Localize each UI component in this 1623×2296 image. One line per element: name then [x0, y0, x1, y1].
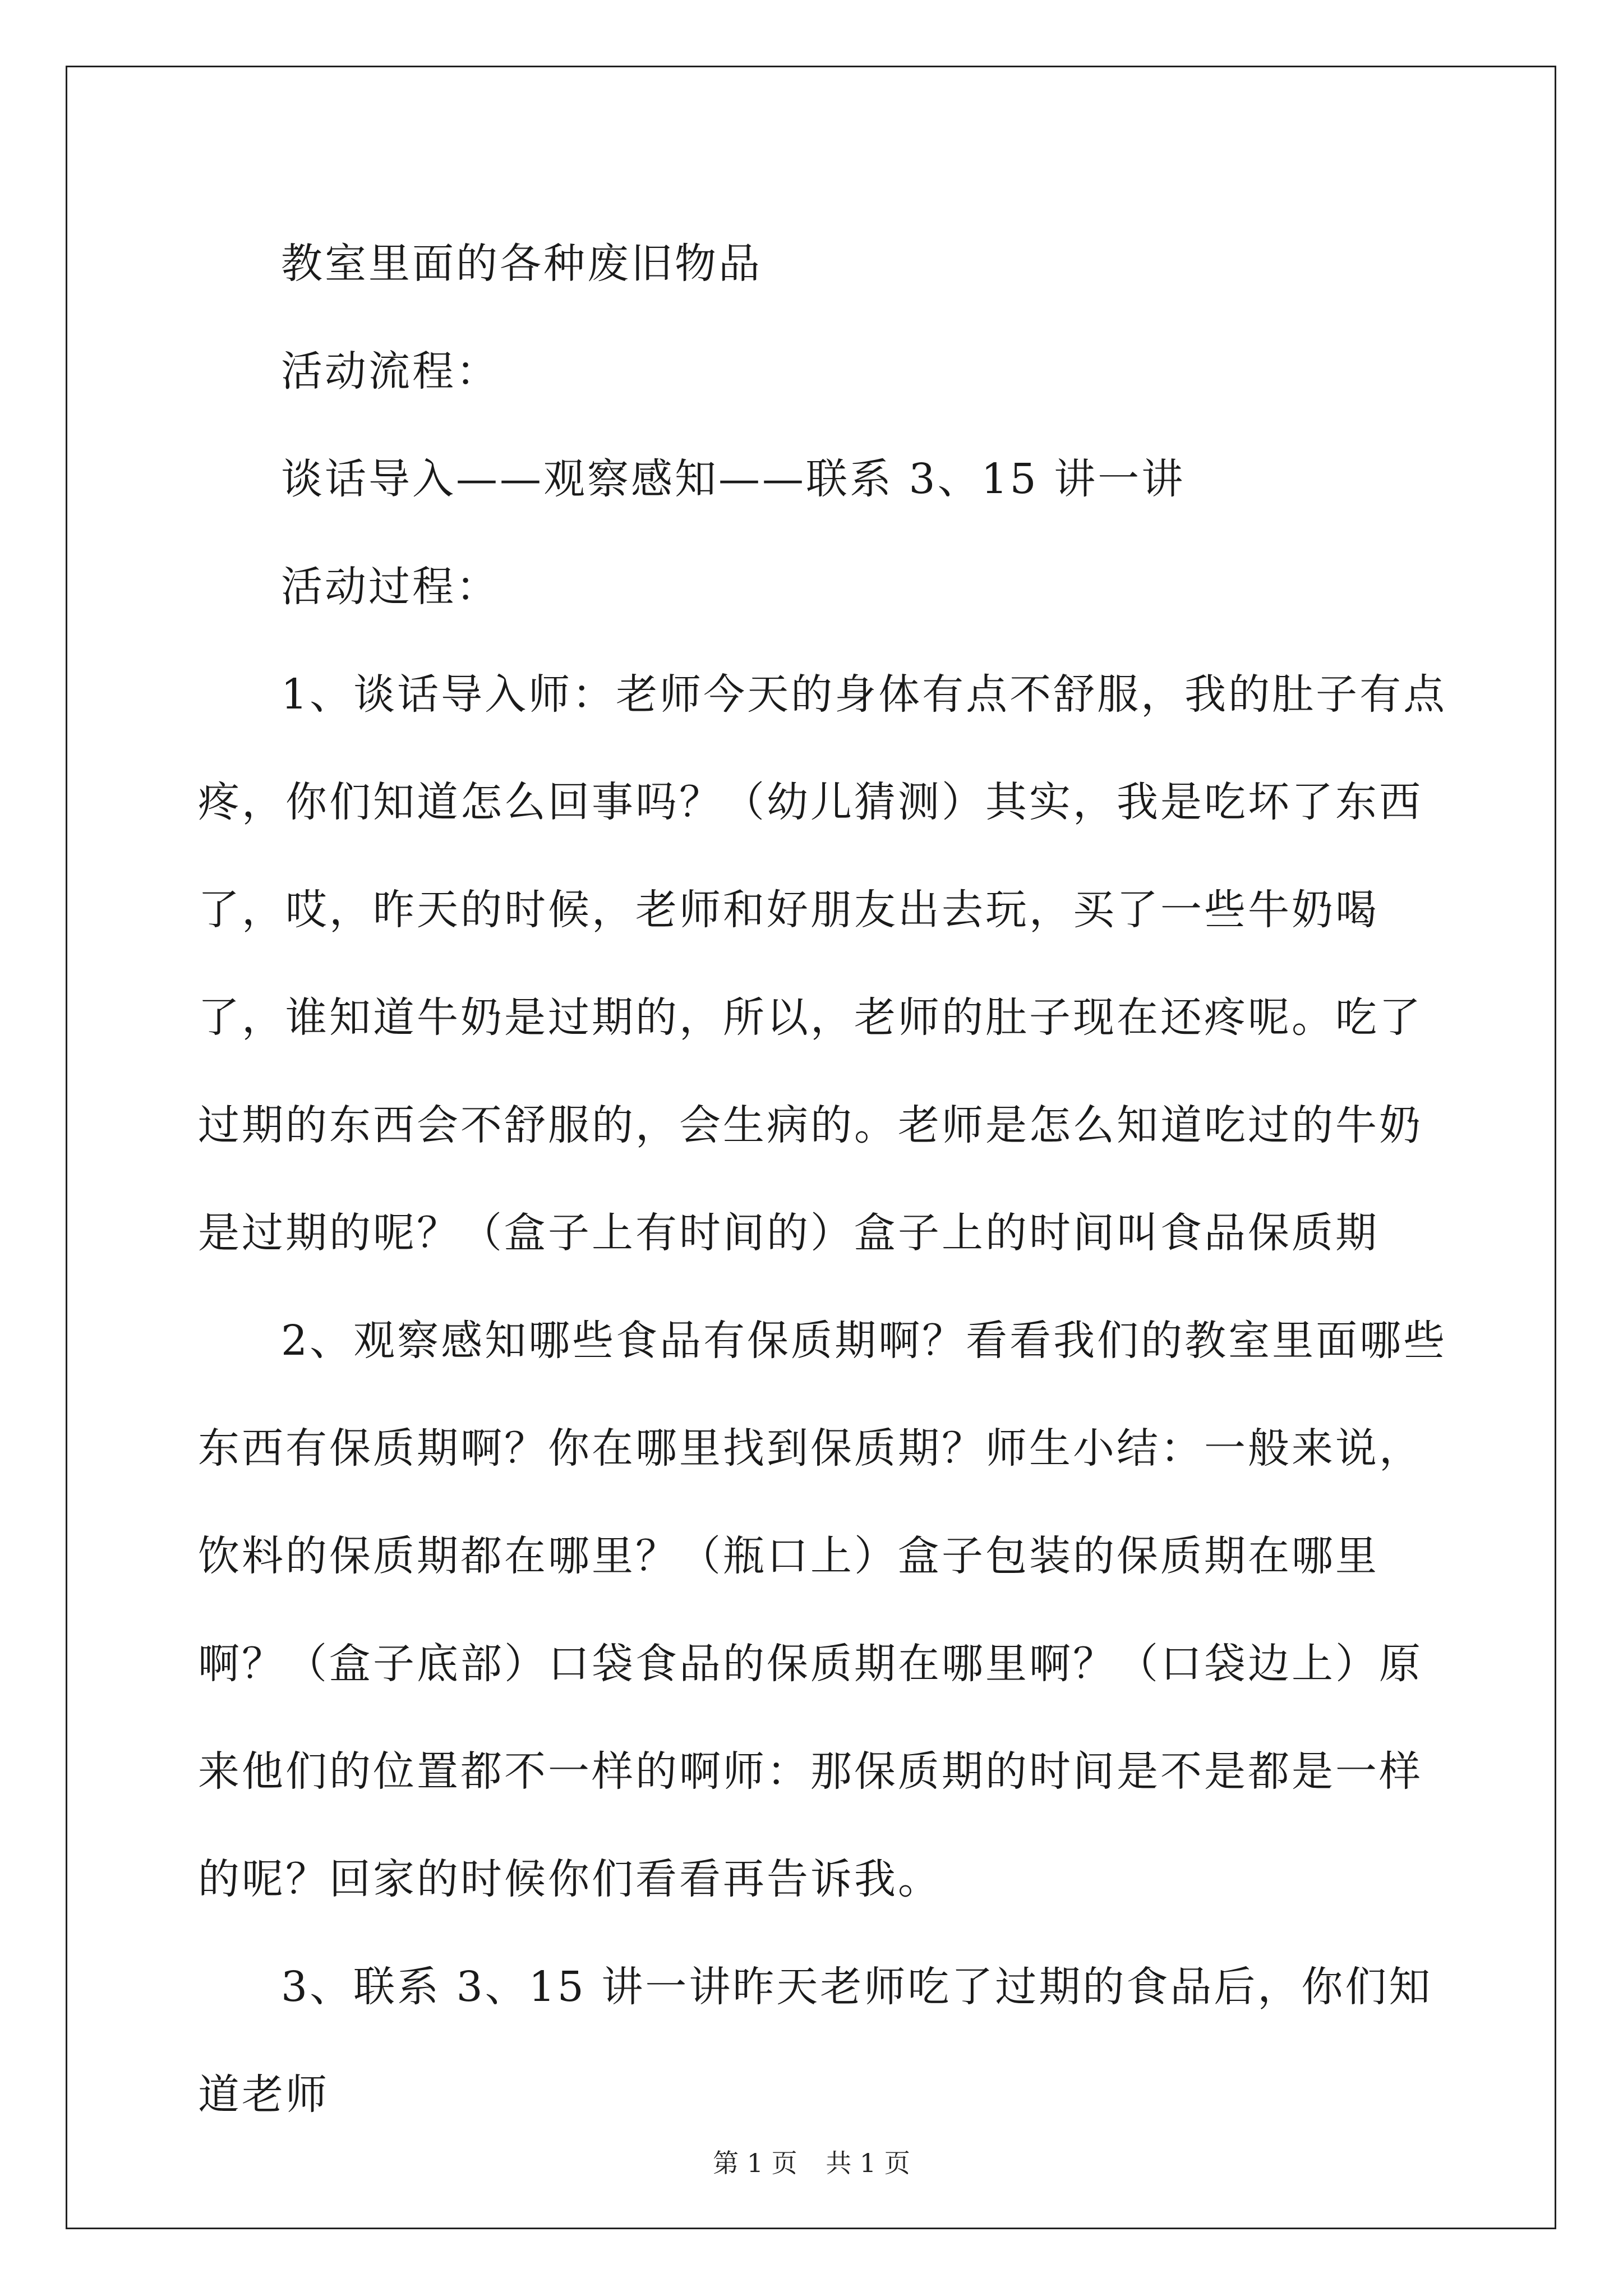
paragraph-step-2: 2、观察感知哪些食品有保质期啊？看看我们的教室里面哪些东西有保质期啊？你在哪里找到保质期？师生小结：一般来说，饮料的保质期都在哪里？（瓶口上）盒子包装的保质期在哪里啊？（盒子底部）口袋食品的保质期在哪里啊？（口袋边上）原来他们的位置都不一样的啊师：那保质期的时间是不是都是一样的呢？回家的时候你们看看再告诉我。 — [198, 1317, 1447, 1903]
paragraph-step-1: 1、谈话导入师：老师今天的身体有点不舒服，我的肚子有点疼，你们知道怎么回事吗？（幼儿猜测）其实，我是吃坏了东西了，哎，昨天的时候，老师和好朋友出去玩，买了一些牛奶喝了，谁知道牛奶是过期的，所以，老师的肚子现在还疼呢。吃了过期的东西会不舒服的，会生病的。老师是怎么知道吃过的牛奶是过期的呢？（盒子上有时间的）盒子上的时间叫食品保质期 — [198, 670, 1447, 1257]
paragraph-flow-heading: 活动流程： — [281, 347, 500, 395]
document-body — [198, 210, 1464, 2148]
paragraph-step-3: 3、联系 3、15 讲一讲昨天老师吃了过期的食品后，你们知道老师 — [198, 1963, 1433, 2119]
page-number-current: 第 1 页 — [713, 2148, 797, 2178]
page-number-total: 共 1 页 — [826, 2148, 910, 2178]
paragraph-materials: 教室里面的各种废旧物品 — [281, 240, 762, 288]
paragraph-flow-steps: 谈话导入——观察感知——联系 3、15 讲一讲 — [281, 455, 1186, 503]
page-footer — [0, 2143, 1623, 2180]
paragraph-process-heading: 活动过程： — [281, 563, 500, 611]
